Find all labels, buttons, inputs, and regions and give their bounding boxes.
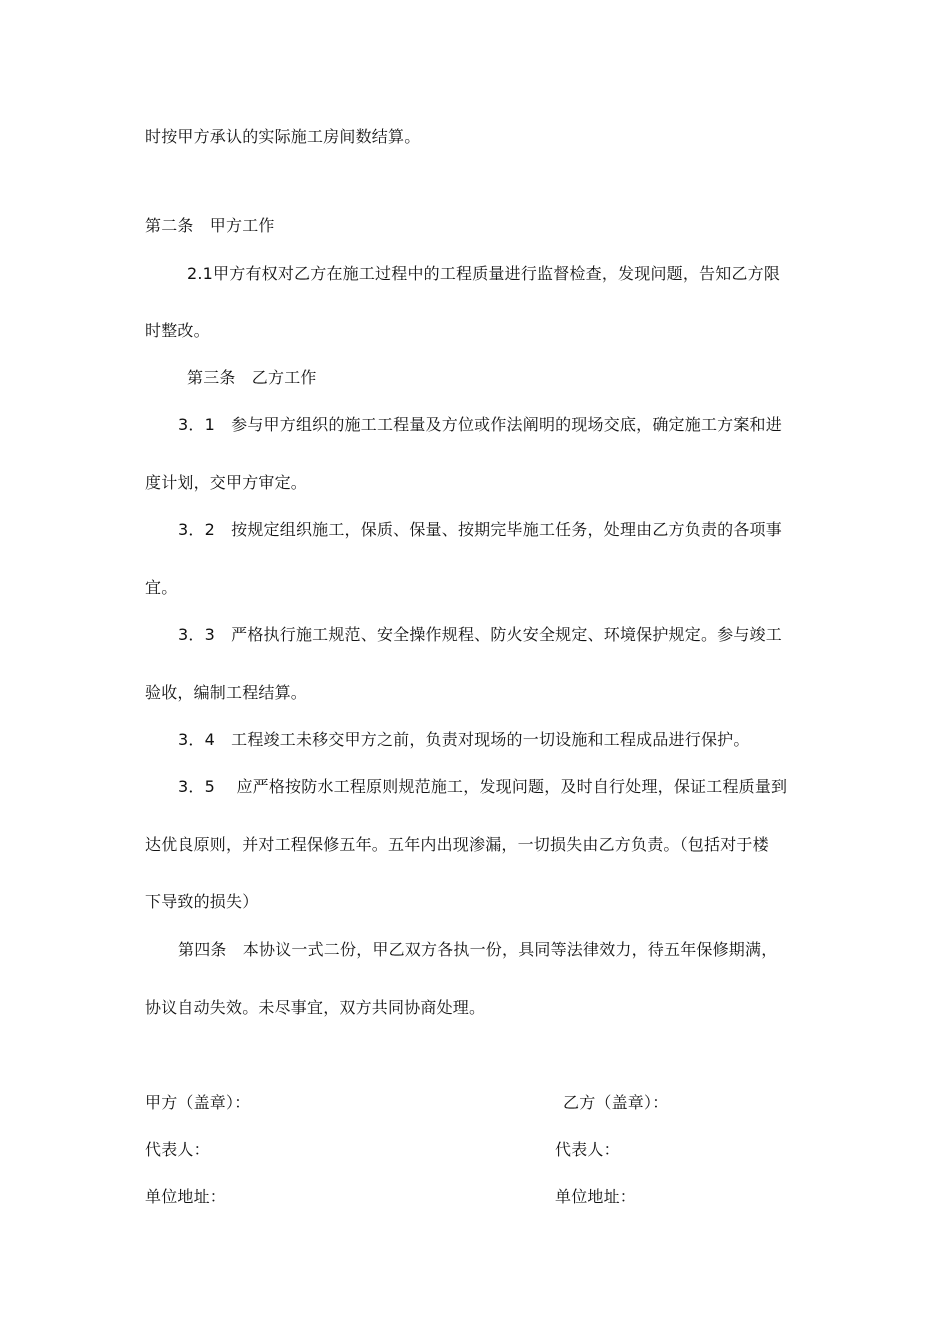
paragraph-line: 验收，编制工程结算。 [145,683,308,702]
paragraph-line: 3．1 参与甲方组织的施工工程量及方位或作法阐明的现场交底，确定施工方案和进 [178,415,782,434]
article-4-line: 第四条 本协议一式二份，甲乙双方各执一份，具同等法律效力，待五年保修期满， [178,940,778,959]
paragraph-line: 3．4 工程竣工未移交甲方之前，负责对现场的一切设施和工程成品进行保护。 [178,730,750,749]
paragraph-line: 协议自动失效。未尽事宜，双方共同协商处理。 [145,998,486,1017]
paragraph-line: 度计划，交甲方审定。 [145,473,308,492]
paragraph-line: 3．3 严格执行施工规范、安全操作规程、防火安全规定、环境保护规定。参与竣工 [178,625,782,644]
party-a-seal-label: 甲方（盖章）： [145,1093,251,1112]
party-b-representative-label: 代表人： [555,1140,620,1159]
party-a-address-label: 单位地址： [145,1187,227,1206]
party-b-seal-label: 乙方（盖章）： [563,1093,669,1112]
article-2-heading: 第二条 甲方工作 [145,216,275,235]
party-a-representative-label: 代表人： [145,1140,210,1159]
paragraph-line: 达优良原则，并对工程保修五年。五年内出现渗漏，一切损失由乙方负责。（包括对于楼 [145,835,769,854]
article-3-heading: 第三条 乙方工作 [187,368,317,387]
paragraph-line: 3．5 应严格按防水工程原则规范施工，发现问题，及时自行处理，保证工程质量到 [178,777,788,796]
paragraph-line: 3．2 按规定组织施工，保质、保量、按期完毕施工任务，处理由乙方负责的各项事 [178,520,782,539]
party-b-address-label: 单位地址： [555,1187,637,1206]
paragraph-line: 宜。 [145,578,178,597]
paragraph-line: 时整改。 [145,321,210,340]
paragraph-line: 时按甲方承认的实际施工房间数结算。 [145,127,421,146]
paragraph-line: 下导致的损失） [145,892,259,911]
paragraph-line: 2.1甲方有权对乙方在施工过程中的工程质量进行监督检查，发现问题，告知乙方限 [187,264,781,283]
